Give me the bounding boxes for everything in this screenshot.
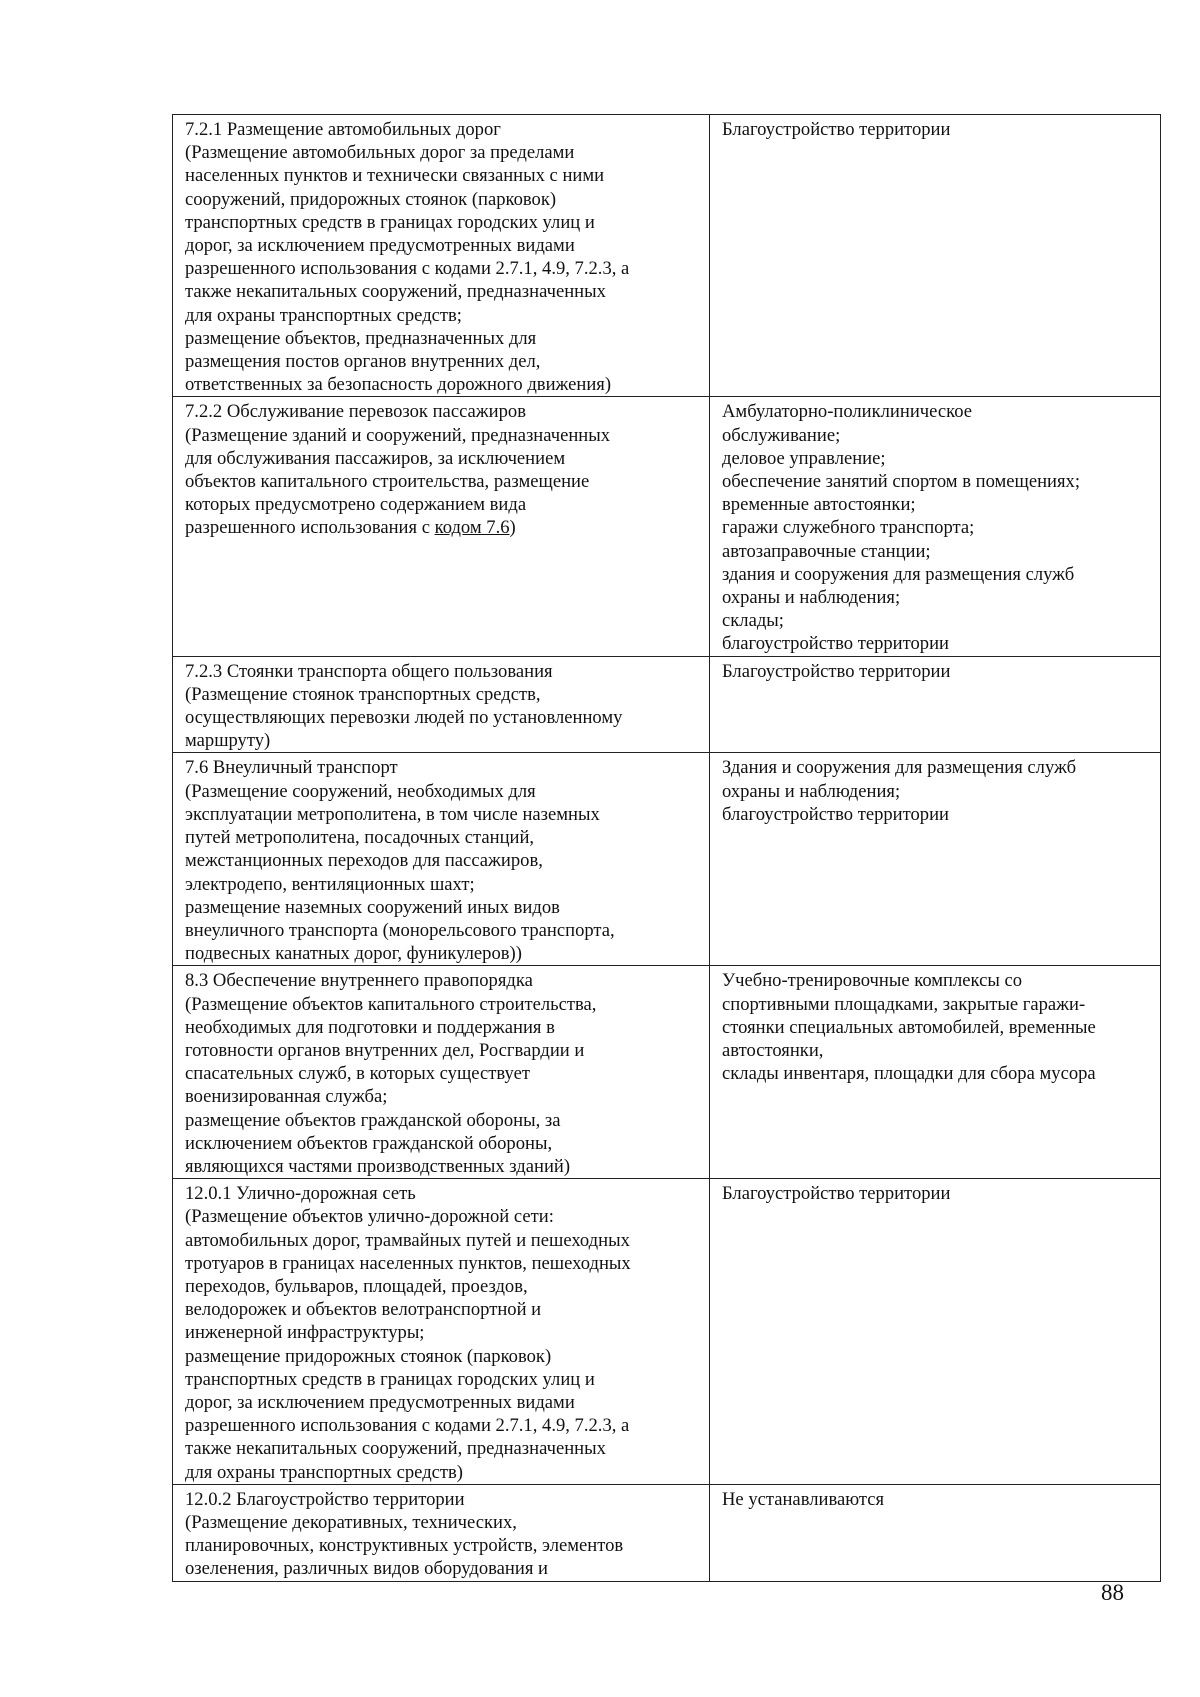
aux-cell [710, 1179, 1161, 1485]
text-line: 7.2.3 Стоянки транспорта общего пользования [185, 660, 553, 682]
text-line: осуществляющих перевозки людей по установленному [185, 707, 623, 729]
text-line: являющихся частями производственных зданий) [185, 1155, 571, 1177]
text-line: (Размещение стоянок транспортных средств, [185, 683, 541, 705]
text-line: размещение объектов, предназначенных для [185, 327, 537, 349]
text-line: электродепо, вентиляционных шахт; [185, 873, 475, 895]
text-line: спортивными площадками, закрытые гаражи- [722, 993, 1086, 1015]
text-line: стоянки специальных автомобилей, временные [722, 1016, 1096, 1038]
text-line: 8.3 Обеспечение внутреннего правопорядка [185, 970, 533, 992]
text-line: Благоустройство территории [722, 660, 951, 682]
text-line: для охраны транспортных средств) [185, 1461, 463, 1483]
text-line: обеспечение занятий спортом в помещениях; [722, 471, 1081, 493]
table-row [173, 656, 1161, 753]
text-line: тротуаров в границах населенных пунктов, пешеходных [185, 1252, 631, 1274]
text-line: Благоустройство территории [722, 1183, 951, 1205]
text-line: военизированная служба; [185, 1086, 388, 1108]
text-line: также некапитальных сооружений, предназначенных [185, 1438, 606, 1460]
text-line: транспортных средств в границах городских улиц и [185, 1368, 595, 1390]
table-row [173, 1484, 1161, 1581]
code-link[interactable]: кодом 7.6 [434, 517, 510, 539]
text-line: (Размещение объектов капитального строительства, [185, 993, 597, 1015]
text-line: благоустройство территории [722, 803, 950, 825]
text-line: склады инвентаря, площадки для сбора мусора [722, 1063, 1096, 1085]
text-line: переходов, бульваров, площадей, проездов, [185, 1275, 528, 1297]
text-line: гаражи служебного транспорта; [722, 517, 975, 539]
land-use-table [172, 114, 1161, 1582]
text-line: 7.6 Внеуличный транспорт [185, 757, 398, 779]
text-line: Благоустройство территории [722, 119, 951, 140]
text-line: инженерной инфраструктуры; [185, 1322, 425, 1344]
text-line: для охраны транспортных средств; [185, 304, 462, 326]
use-cell [173, 1484, 710, 1581]
text-line: 7.2.1 Размещение автомобильных дорог [185, 119, 501, 140]
text-line: эксплуатации метрополитена, в том числе наземных [185, 803, 600, 825]
text-line: которых предусмотрено содержанием вида [185, 494, 527, 516]
use-cell [173, 115, 710, 397]
text-line: дорог, за исключением предусмотренных видами [185, 1391, 575, 1413]
use-cell [173, 1179, 710, 1485]
aux-cell [710, 1484, 1161, 1581]
text-line: необходимых для подготовки и поддержания в [185, 1016, 555, 1038]
text-line: автостоянки, [722, 1039, 824, 1061]
text-line: охраны и наблюдения; [722, 587, 901, 609]
text-line: межстанционных переходов для пассажиров, [185, 850, 543, 872]
text-line: озеленения, различных видов оборудования и [185, 1558, 548, 1580]
table-row [173, 115, 1161, 397]
page-number: 88 [1101, 1580, 1124, 1605]
text-line [185, 516, 703, 539]
use-cell [173, 397, 710, 656]
text-line: маршруту) [185, 730, 271, 752]
aux-cell [710, 656, 1161, 753]
table-row [173, 753, 1161, 966]
text-line: для обслуживания пассажиров, за исключением [185, 447, 566, 469]
text-line: размещение объектов гражданской обороны, за [185, 1109, 561, 1131]
use-cell [173, 656, 710, 753]
table-row [173, 397, 1161, 656]
text-line: транспортных средств в границах городских улиц и [185, 211, 595, 233]
aux-cell [710, 397, 1161, 656]
aux-cell [710, 966, 1161, 1179]
text-line: склады; [722, 610, 784, 632]
text-line: (Размещение декоративных, технических, [185, 1511, 517, 1533]
use-cell [173, 966, 710, 1179]
text-line: автозаправочные станции; [722, 540, 931, 562]
text-line: спасательных служб, в которых существует [185, 1063, 530, 1085]
aux-cell [710, 753, 1161, 966]
text-fragment: разрешенного использования с [185, 517, 435, 539]
text-line: (Размещение зданий и сооружений, предназначенных [185, 424, 611, 446]
text-line: (Размещение сооружений, необходимых для [185, 780, 536, 802]
text-line: 12.0.2 Благоустройство территории [185, 1488, 465, 1510]
text-line: Здания и сооружения для размещения служб [722, 757, 1077, 779]
use-cell [173, 753, 710, 966]
text-line: исключением объектов гражданской обороны, [185, 1132, 553, 1154]
text-line: Учебно-тренировочные комплексы со [722, 970, 1023, 992]
text-line: готовности органов внутренних дел, Росгвардии и [185, 1039, 585, 1061]
text-line: размещение придорожных стоянок (парковок) [185, 1345, 552, 1367]
text-line: обслуживание; [722, 424, 841, 446]
text-line: 12.0.1 Улично-дорожная сеть [185, 1183, 416, 1205]
text-line: ответственных за безопасность дорожного движения) [185, 374, 612, 396]
text-line: здания и сооружения для размещения служб [722, 563, 1075, 585]
text-line: благоустройство территории [722, 633, 950, 655]
table-row [173, 966, 1161, 1179]
text-line: населенных пунктов и технически связанных с ними [185, 165, 605, 187]
text-line: также некапитальных сооружений, предназначенных [185, 281, 606, 303]
text-line: велодорожек и объектов велотранспортной и [185, 1299, 542, 1321]
text-line: объектов капитального строительства, размещение [185, 471, 590, 493]
text-line: разрешенного использования с кодами 2.7.1, 4.9, 7.2.3, а [185, 258, 630, 280]
text-line: 7.2.2 Обслуживание перевозок пассажиров [185, 401, 526, 423]
text-fragment: ) [509, 517, 516, 539]
text-line: деловое управление; [722, 447, 886, 469]
table-row [173, 1179, 1161, 1485]
text-line: автомобильных дорог, трамвайных путей и пешеходных [185, 1229, 630, 1251]
text-line: Не устанавливаются [722, 1488, 885, 1510]
text-line: дорог, за исключением предусмотренных видами [185, 235, 575, 257]
text-line: путей метрополитена, посадочных станций, [185, 827, 535, 849]
text-line: разрешенного использования с кодами 2.7.1, 4.9, 7.2.3, а [185, 1415, 630, 1437]
text-line: размещение наземных сооружений иных видов [185, 896, 560, 918]
text-line: планировочных, конструктивных устройств, элементов [185, 1535, 624, 1557]
text-line: подвесных канатных дорог, фуникулеров)) [185, 943, 522, 965]
text-line: размещения постов органов внутренних дел, [185, 351, 541, 373]
text-line: сооружений, придорожных стоянок (парковок) [185, 188, 557, 210]
text-line: Амбулаторно-поликлиническое [722, 401, 972, 423]
text-line: охраны и наблюдения; [722, 780, 901, 802]
aux-cell [710, 115, 1161, 397]
text-line: (Размещение автомобильных дорог за пределами [185, 142, 575, 164]
text-line: (Размещение объектов улично-дорожной сети: [185, 1206, 554, 1228]
text-line: временные автостоянки; [722, 494, 916, 516]
text-line: внеуличного транспорта (монорельсового транспорта, [185, 919, 615, 941]
